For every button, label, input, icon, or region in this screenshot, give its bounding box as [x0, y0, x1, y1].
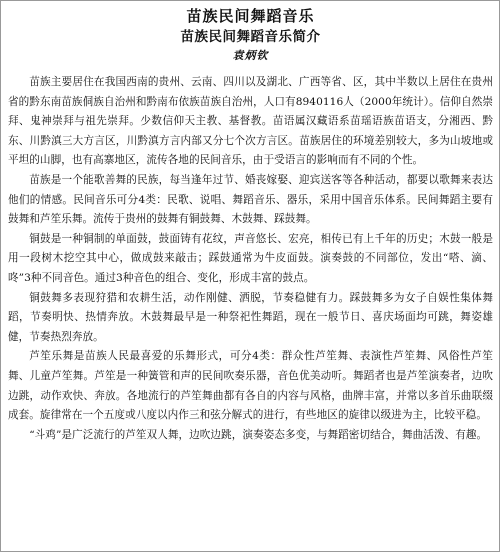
paragraph-dance-overview: 苗族是一个能歌善舞的民族，每当逢年过节、婚丧嫁娶、迎宾送客等各种活动，都要以歌舞来表达他们的情感。民间音乐可分4类：民歌、说唱、舞蹈音乐、器乐，采用中国音乐体系。民间舞蹈主要有鼓舞和芦笙乐舞。流传于贵州的鼓舞有铜鼓舞、木鼓舞、踩鼓舞。: [8, 173, 493, 226]
paragraph-douji: “斗鸡”是广泛流行的芦笙双人舞，边吹边跳，演奏姿态多变，与舞蹈密切结合，舞曲活泼、有趣。: [29, 428, 488, 441]
document-title: 苗族民间舞蹈音乐: [186, 7, 315, 25]
paragraph-drum-dances: 铜鼓舞多表现狩猎和农耕生活，动作刚健、洒脱，节奏稳健有力。踩鼓舞多为女子自娱性集体舞蹈，节奏明快、热情奔放。木鼓舞最早是一种祭祀性舞蹈，现在一般节日、喜庆场面均可跳，舞姿雄健，节奏热烈奔放。: [8, 291, 493, 343]
paragraph-residence: 苗族主要居住在我国西南的贵州、云南、四川以及湖北、广西等省、区，其中半数以上居住在贵州省的黔东南苗族侗族自治州和黔南布依族苗族自治州，人口有8940116人（2000年统计）。信仰自然崇拜、鬼神崇拜与祖先崇拜。少数信仰天主教、基督教。苗语属汉藏语系苗瑶语族苗语支，分湘西、黔东、川黔滇三大方言区，川黔滇方言内部又分七个次方言区。苗族居住的环境差别较大，多为山坡地或平坦的山脚，也有高寨地区，流传各地的民间音乐，由于受语言的影响而有不同的个性。: [8, 76, 493, 167]
author-name: 袁炳钦: [232, 49, 269, 62]
paragraph-lusheng: 芦笙乐舞是苗族人民最喜爱的乐舞形式，可分4类：群众性芦笙舞、表演性芦笙舞、风俗性芦笙舞、儿童芦笙舞。芦笙是一种簧管和声的民间吹奏乐器，音色优美动听。舞蹈者也是芦笙演奏者，边吹边跳，动作欢快、奔放。各地流行的芦笙舞曲都有各自的内容与风格，曲牌丰富，并常以多首乐曲联缀成套。旋律常在一个五度或八度以内作三和弦分解式的进行，有些地区的旋律以级进为主，比较平稳。: [8, 350, 493, 422]
document-subtitle: 苗族民间舞蹈音乐简介: [180, 29, 321, 45]
paragraph-drums: 铜鼓是一种铜制的单面鼓，鼓面铸有花纹，声音悠长、宏亮，相传已有上千年的历史；木鼓一般是用一段树木挖空其中心，做成鼓来敲击；踩鼓通常为牛皮面鼓。演奏鼓的不同部位，发出“嗒、滴、咚”3种不同音色。通过3种音色的组合、变化，形成丰富的鼓点。: [8, 232, 493, 284]
